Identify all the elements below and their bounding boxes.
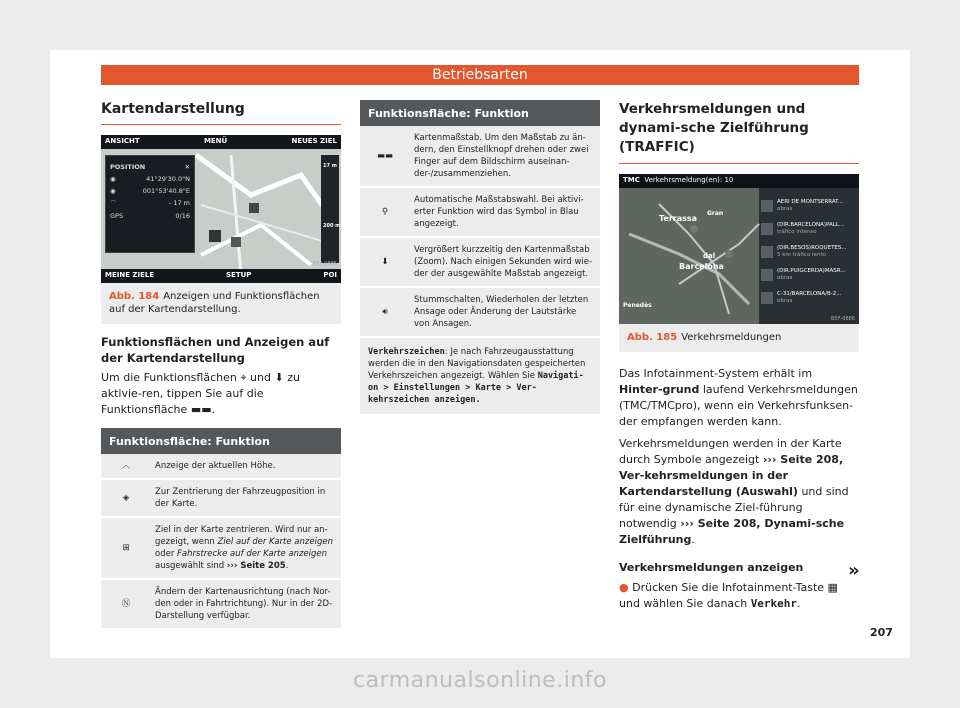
compass-icon: Ⓝ	[121, 599, 131, 609]
map-scale-icon: ▬▬	[376, 151, 394, 161]
position-window	[105, 155, 195, 253]
traffic-map-screen	[619, 174, 859, 324]
item-road: (DIR.PUIGCERDA)MASR...	[777, 267, 846, 274]
city-label: Gran	[707, 210, 724, 217]
nav-key-icon: ▦	[827, 581, 838, 594]
map-scale-icon: ▬▬	[190, 403, 212, 416]
row-text: Anzeige der aktuellen Höhe.	[151, 454, 341, 479]
bullet-item	[619, 580, 859, 612]
table-row	[360, 126, 600, 187]
paragraph-2	[619, 436, 859, 548]
row-text: Ändern der Kartenausrichtung (nach Nor-den oder in Fahrtrichtung). Nur in der 2D-Darstellung verfügbar.	[151, 579, 341, 629]
p1-text-a: Das Infotainment-System erhält im	[619, 367, 813, 380]
list-item[interactable]	[761, 242, 849, 261]
item-road: (DIR.BARCELONA)PALL...	[777, 221, 845, 228]
figure-caption	[619, 324, 859, 344]
section-header: Betriebsarten	[101, 65, 859, 85]
center-destination-icon: ⊞	[122, 543, 130, 553]
page-reference[interactable]: ››› Seite 208, Ver-kehrsmeldungen in der Kartendarstellung (Auswahl)	[619, 453, 844, 498]
paragraph-1	[619, 366, 859, 430]
table-row	[360, 287, 600, 337]
city-label: dal	[703, 252, 716, 260]
latitude-value: 41°29'30.0"N	[146, 175, 190, 183]
speaker-icon: 🔊︎	[382, 307, 388, 317]
intro-paragraph	[101, 370, 341, 418]
list-item[interactable]	[761, 196, 849, 215]
function-table-left	[101, 428, 341, 630]
traffic-icon	[761, 223, 773, 235]
gps-label: GPS	[110, 212, 124, 220]
row-text-c: ausgewählt sind	[155, 561, 225, 571]
row-text-a: Ziel in der Karte zentrieren. Wird nur an-gezeigt, wenn	[155, 525, 328, 547]
altitude-icon: ︿	[121, 461, 131, 471]
row-text-b: oder	[155, 549, 175, 559]
city-label: Terrassa	[659, 214, 698, 223]
figure-code: B5F-0886	[830, 316, 855, 322]
city-label: Penedès	[623, 302, 652, 309]
row-text-italic-1: Ziel auf der Karte anzeigen	[217, 537, 333, 547]
longitude-icon: ◉	[110, 187, 116, 195]
item-road: C-31/BARCELONA/B-2...	[777, 290, 842, 297]
left-column	[101, 100, 341, 630]
scale-mid-label: 200 m	[323, 223, 341, 229]
traffic-count-title: Verkehrsmeldung(en): 10	[644, 176, 734, 184]
bullet-menu-item: Verkehr	[750, 597, 798, 610]
figure-number: Abb. 184	[109, 291, 160, 302]
bullet-icon: ●	[619, 581, 629, 594]
auto-zoom-icon: ⚲	[381, 207, 389, 217]
sub-heading: Funktionsflächen und Anzeigen auf der Kartendarstellung	[101, 335, 330, 365]
page-reference[interactable]: ››› Seite 205	[226, 561, 286, 571]
my-destinations-button[interactable]: MEINE ZIELE	[105, 271, 155, 279]
traffic-sign-note	[360, 337, 600, 415]
item-road: AERI DE MONTSERRAT...	[777, 198, 844, 205]
traffic-icon	[761, 246, 773, 258]
right-column	[619, 100, 859, 612]
view-button[interactable]: ANSICHT	[105, 137, 140, 145]
scale-top-label: 17 m	[323, 163, 337, 169]
note-text: : Je nach Fahrzeugausstattung werden die in den Navigationsdaten gespeicherten Verkehrszeichen angezeigt. Wählen Sie	[368, 347, 586, 381]
watermark: carmanualsonline.info	[353, 668, 607, 693]
figure-184	[101, 135, 341, 324]
item-info: obras	[777, 274, 793, 281]
item-info: obras	[777, 297, 793, 304]
sub-heading: Verkehrsmeldungen anzeigen	[619, 561, 804, 574]
zoom-icon: ⬇	[274, 371, 284, 384]
roadwork-icon	[761, 200, 773, 212]
note-menu-path: Navigati-on > Einstellungen > Karte > Ver-kehrszeichen anzeigen.	[368, 371, 584, 405]
poi-button[interactable]: POI	[323, 271, 337, 279]
page-reference[interactable]: ››› Seite 208, Dynami-sche Zielführung	[619, 517, 845, 546]
table-header: Funktionsfläche: Funktion	[101, 428, 341, 454]
bullet-text-c: .	[797, 597, 801, 610]
menu-button[interactable]: MENÜ	[203, 137, 228, 145]
note-term: Verkehrszeichen	[368, 347, 445, 357]
figure-number: Abb. 185	[627, 332, 678, 343]
altitude-icon: ⌒	[110, 200, 117, 208]
list-item[interactable]	[761, 288, 849, 307]
list-item[interactable]	[761, 219, 849, 238]
row-text	[151, 517, 341, 579]
p1-text-c: laufend Verkehrsmeldungen (TMC/TMCpro), wenn ein Verkehrsfunksen-der empfangen werden kann.	[619, 383, 858, 428]
item-info: tráfico intenso	[777, 228, 817, 235]
traffic-list	[761, 196, 849, 311]
row-text: Zur Zentrierung der Fahrzeugposition in der Karte.	[151, 479, 341, 517]
table-header: Funktionsfläche: Funktion	[360, 100, 600, 126]
table-row	[360, 237, 600, 287]
center-vehicle-icon: ◈	[122, 493, 130, 503]
map-bottom-bar	[101, 269, 341, 283]
position-title: POSITION	[110, 163, 146, 171]
altitude-value: - 17 m	[168, 199, 190, 207]
table-row	[360, 187, 600, 237]
para-text-a: Um die Funktionsflächen	[101, 371, 237, 384]
figure-185	[619, 174, 859, 352]
tmc-label: TMC	[623, 176, 640, 184]
table-row	[101, 579, 341, 629]
row-text: Kartenmaßstab. Um den Maßstab zu än-dern, den Einstellknopf drehen oder zwei Finger auf dem Bildschirm auseinan-der-/zusammenziehen.	[410, 126, 600, 187]
row-text-d: .	[285, 561, 289, 571]
item-info: 5 km tráfico lento	[777, 251, 826, 258]
item-road: (DIR.BESOS)ROQUETES...	[777, 244, 847, 251]
zoom-icon: ⬇	[381, 257, 389, 267]
roadwork-icon	[761, 292, 773, 304]
para-text-b: und	[250, 371, 271, 384]
longitude-value: 001°53'40.8"E	[142, 187, 190, 195]
continue-marker: »	[848, 560, 860, 581]
city-label: Barcelona	[679, 262, 724, 271]
item-info: obras	[777, 205, 793, 212]
traffic-header	[619, 174, 859, 188]
middle-column	[360, 100, 600, 416]
map-top-bar	[101, 135, 341, 149]
para-text-d: .	[211, 403, 216, 416]
p1-bold: Hinter-grund	[619, 383, 700, 396]
nav-map-screen	[101, 135, 341, 283]
satellite-count: 0/16	[175, 212, 190, 220]
page-number: 207	[870, 626, 893, 639]
bullet-text-a: Drücken Sie die Infotainment-Taste	[632, 581, 825, 594]
figure-caption-text: Anzeigen und Funktionsflächen auf der Kartendarstellung.	[109, 291, 320, 315]
bullet-text-b: und wählen Sie danach	[619, 597, 748, 610]
figure-caption-text: Verkehrsmeldungen	[681, 332, 782, 343]
para-text-c: zu aktivie-ren, tippen Sie auf die Funktionsfläche	[101, 371, 300, 416]
table-row	[101, 517, 341, 579]
latitude-icon: ◉	[110, 175, 116, 183]
row-text: Vergrößert kurzzeitig den Kartenmaßstab (Zoom). Nach einigen Sekunden wird wie-der der ausgewählte Maßstab angezeigt.	[410, 237, 600, 287]
new-destination-button[interactable]: NEUES ZIEL	[291, 137, 337, 145]
setup-button[interactable]: SETUP	[226, 271, 252, 279]
function-table-middle	[360, 100, 600, 416]
p2-text-c: .	[691, 533, 695, 546]
figure-caption	[101, 283, 341, 316]
close-icon[interactable]: ✕	[184, 163, 190, 171]
row-text: Stummschalten, Wiederholen der letzten Ansage oder Änderung der Lautstärke von Ansagen.	[410, 287, 600, 337]
center-destination-icon: ⌖	[240, 371, 247, 384]
list-item[interactable]	[761, 265, 849, 284]
figure-code: B5F-0885	[312, 261, 337, 267]
p2-text-a: Verkehrsmeldungen werden in der Karte durch Symbole angezeigt	[619, 437, 842, 466]
roadwork-icon	[761, 269, 773, 281]
table-row	[101, 454, 341, 479]
row-text: Automatische Maßstabswahl. Bei aktivi-erter Funktion wird das Symbol in Blau angezeigt.	[410, 187, 600, 237]
right-heading: Verkehrsmeldungen und dynami-sche Zielführung (TRAFFIC)	[619, 100, 859, 164]
left-heading: Kartendarstellung	[101, 100, 341, 125]
table-row	[360, 337, 600, 415]
row-text-italic-2: Fahrstrecke auf der Karte anzeigen	[177, 549, 328, 559]
p2-text-b: und sind für eine dynamische Ziel-führung notwendig	[619, 485, 849, 530]
table-row	[101, 479, 341, 517]
